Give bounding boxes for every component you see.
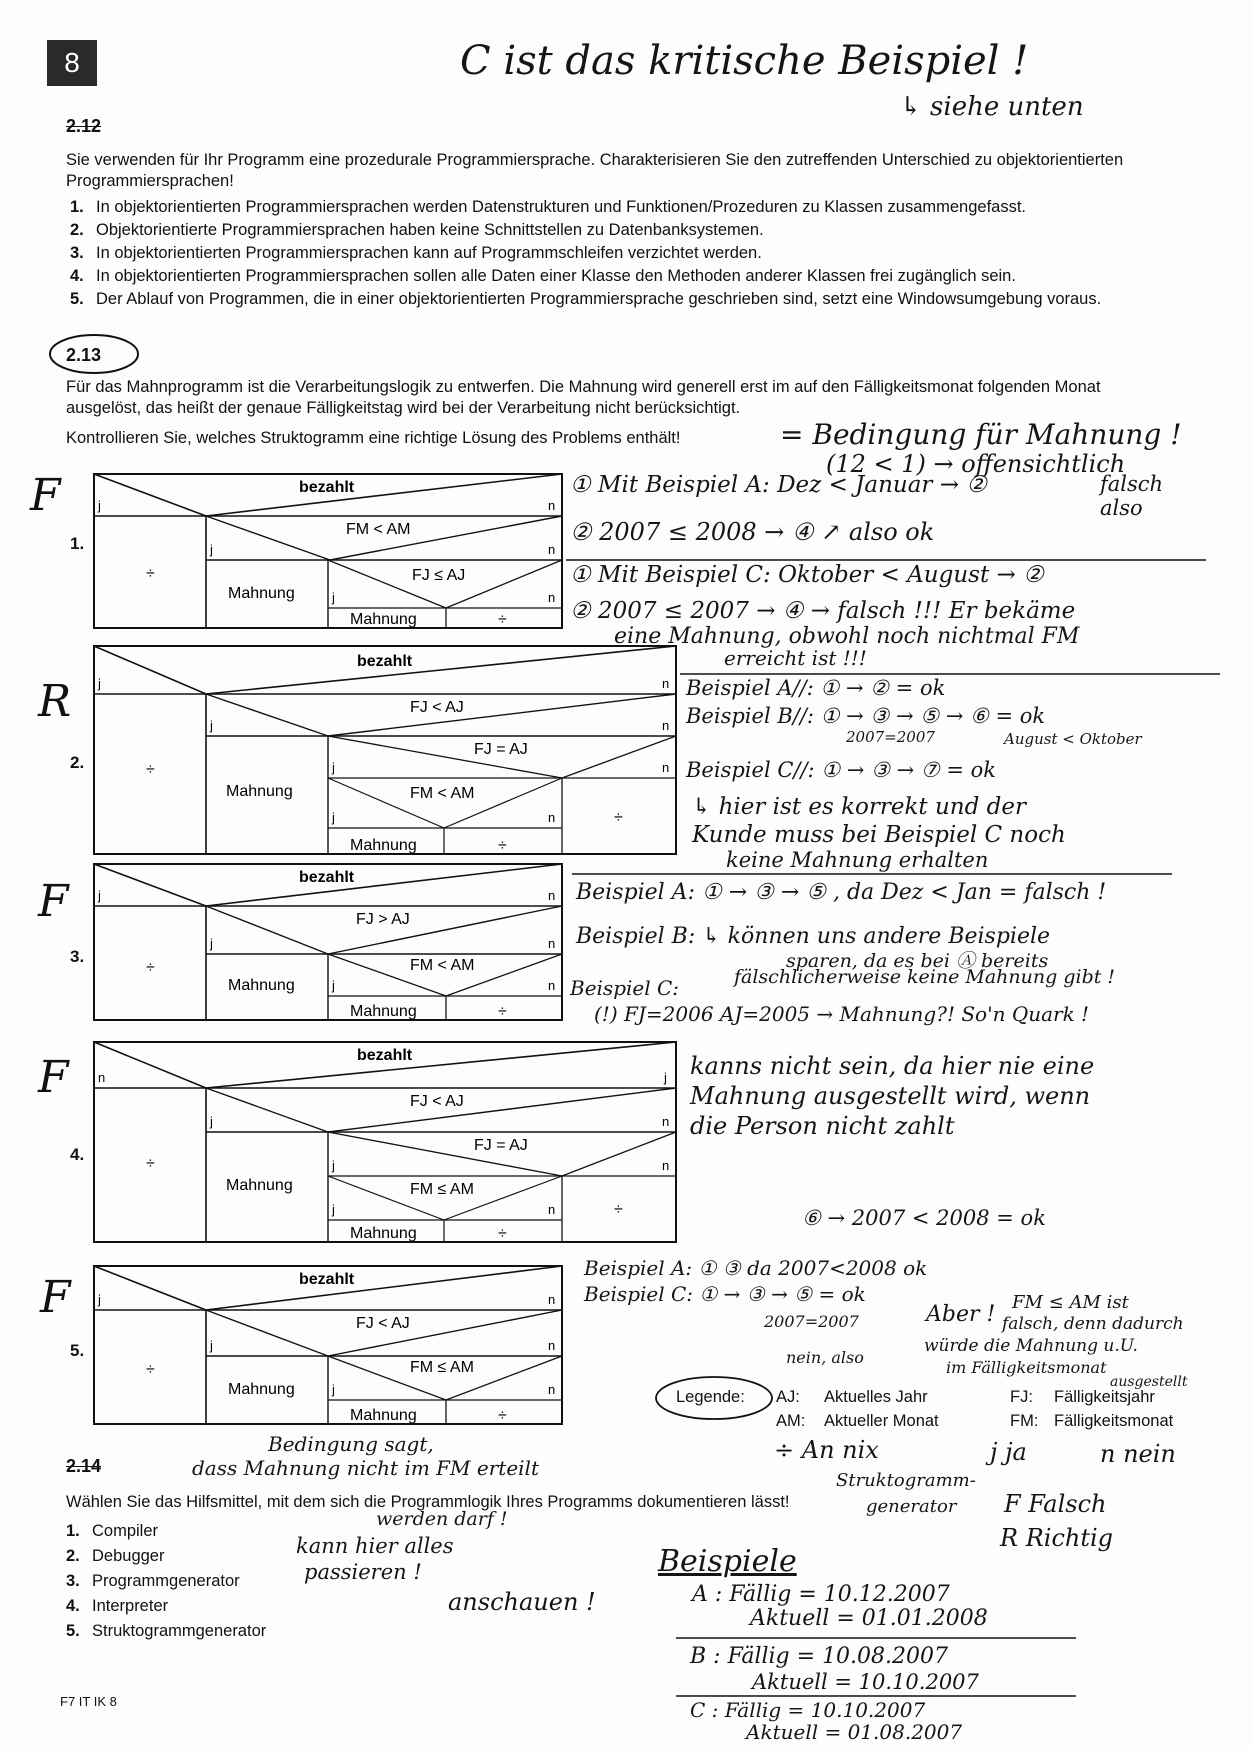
- note-5top: ⑥ → 2007 < 2008 = ok: [802, 1206, 1046, 1230]
- note-struktogramm-2: generator: [866, 1496, 957, 1517]
- cond-fj-gt-aj: FJ > AJ: [356, 911, 410, 928]
- option-item: [70, 221, 764, 240]
- label-j: j: [332, 1382, 335, 1397]
- label-n: n: [662, 1114, 670, 1129]
- note-5g: falsch, denn dadurch: [1002, 1314, 1184, 1334]
- empty-symbol: ÷: [146, 761, 155, 778]
- note-4b: Mahnung ausgestellt wird, wenn: [690, 1082, 1091, 1110]
- action-mahnung: Mahnung: [350, 837, 417, 854]
- note-3f: (!) FJ=2006 AJ=2005 → Mahnung?! So'n Quark !: [594, 1002, 1090, 1026]
- cond-fj-eq-aj: FJ = AJ: [474, 1137, 528, 1154]
- legend-fj-value: Fälligkeitsjahr: [1054, 1388, 1155, 1406]
- note-5i: im Fälligkeitsmonat: [946, 1358, 1107, 1377]
- option-item: [66, 1622, 266, 1641]
- struktogramm-4: [94, 1042, 678, 1249]
- label-j: j: [210, 718, 213, 733]
- note-3c: sparen, da es bei Ⓐ bereits: [786, 950, 1049, 972]
- option-text: Interpreter: [92, 1597, 169, 1615]
- question-2-14-text: Wählen Sie das Hilfsmittel, mit dem sich die Programmlogik Ihres Programms dokumentieren lässt!: [66, 1493, 790, 1511]
- note-5c: 2007=2007: [764, 1312, 859, 1331]
- note-1c: ① Mit Beispiel C: Oktober < August → ②: [570, 562, 1044, 588]
- note-bed-2: dass Mahnung nicht im FM erteilt: [192, 1456, 539, 1480]
- empty-symbol: ÷: [498, 837, 507, 854]
- label-n: n: [548, 936, 556, 951]
- note-2b-sub2: August < Oktober: [1004, 730, 1142, 748]
- note-2c: Beispiel C//: ① → ③ → ⑦ = ok: [686, 758, 996, 782]
- legend-aj-key: AJ:: [776, 1388, 800, 1406]
- cond-fm-am: FM < AM: [346, 521, 411, 538]
- struktogramm-2: [94, 646, 678, 861]
- struktogramm-1: [94, 474, 564, 635]
- option-item: [66, 1597, 168, 1616]
- note-struktogramm-1: Struktogramm-: [836, 1470, 976, 1491]
- footer-code: F7 IT IK 8: [60, 1694, 117, 1709]
- note-1e: eine Mahnung, obwohl noch nichtmal FM: [614, 624, 1080, 649]
- action-mahnung: Mahnung: [350, 611, 417, 628]
- empty-symbol: ÷: [146, 959, 155, 976]
- action-mahnung: Mahnung: [350, 1225, 417, 1242]
- label-n: n: [548, 978, 556, 993]
- note-5b: Beispiel C: ① → ③ → ⑤ = ok: [584, 1282, 866, 1306]
- diagram-number-3: 3.: [70, 947, 85, 966]
- label-n: n: [662, 718, 670, 733]
- option-text: Debugger: [92, 1547, 165, 1565]
- note-legend-ja: j ja: [990, 1438, 1027, 1466]
- note-5j: ausgestellt: [1110, 1374, 1188, 1390]
- option-item: [66, 1522, 158, 1541]
- legend-fm-key: FM:: [1010, 1412, 1039, 1430]
- option-number: 3.: [70, 244, 84, 262]
- note-2a: Beispiel A//: ① → ② = ok: [686, 676, 946, 700]
- note-2b-sub1: 2007=2007: [846, 728, 935, 746]
- note-bed-1: Bedingung sagt,: [268, 1432, 434, 1456]
- question-number-2-14: 2.14: [66, 1456, 102, 1476]
- question-number-2-12: 2.12: [66, 116, 102, 136]
- label-n: n: [662, 760, 670, 775]
- option-item: [66, 1572, 240, 1591]
- cond-fj-lt-aj: FJ < AJ: [410, 699, 464, 716]
- option-item: [70, 198, 1026, 217]
- option-text: Programmgenerator: [92, 1572, 240, 1590]
- empty-symbol: ÷: [498, 1003, 507, 1020]
- empty-symbol: ÷: [498, 611, 507, 628]
- note-5a: Beispiel A: ① ③ da 2007<2008 ok: [584, 1256, 928, 1280]
- cond-fj-eq-aj: FJ = AJ: [474, 741, 528, 758]
- label-n: n: [662, 1158, 670, 1173]
- struktogramm-3: [94, 864, 564, 1027]
- label-n: n: [548, 888, 556, 903]
- note-2d: ↳ hier ist es korrekt und der: [692, 794, 1026, 820]
- cond-fm-le-am: FM ≤ AM: [410, 1359, 474, 1376]
- struktogramm-5: [94, 1266, 564, 1431]
- empty-symbol: ÷: [498, 1225, 507, 1242]
- note-1b: ② 2007 ≤ 2008 → ④ ↗ also ok: [570, 518, 935, 546]
- note-3a: Beispiel A: ① → ③ → ⑤ , da Dez < Jan = falsch !: [576, 880, 1107, 905]
- option-text: Compiler: [92, 1522, 159, 1540]
- note-2b: Beispiel B//: ① → ③ → ⑤ → ⑥ = ok: [686, 704, 1046, 728]
- cond-fj-lt-aj: FJ < AJ: [356, 1315, 410, 1332]
- empty-symbol: ÷: [498, 1407, 507, 1424]
- empty-symbol: ÷: [146, 565, 155, 582]
- cond-bezahlt: bezahlt: [299, 869, 355, 886]
- beispiele-title: Beispiele: [658, 1544, 797, 1579]
- note-kann-2: passieren !: [304, 1560, 422, 1584]
- label-n: n: [662, 676, 670, 691]
- legend-fj-key: FJ:: [1010, 1388, 1033, 1406]
- cond-fm-am: FM < AM: [410, 957, 475, 974]
- label-j: j: [98, 1292, 101, 1307]
- note-3b: Beispiel B: ↳ können uns andere Beispiele: [576, 924, 1051, 949]
- legend-am-value: Aktueller Monat: [824, 1412, 939, 1430]
- grade-mark-3: F: [38, 876, 69, 927]
- action-mahnung: Mahnung: [228, 977, 295, 994]
- option-text: In objektorientierten Programmiersprachen werden Datenstrukturen und Funktionen/Prozeduren zu Klassen zusammengefasst.: [96, 198, 1026, 216]
- grade-mark-5: F: [40, 1272, 71, 1323]
- option-text: Objektorientierte Programmiersprachen haben keine Schnittstellen zu Datenbanksystemen.: [96, 221, 764, 239]
- option-number: 4.: [70, 267, 84, 285]
- note-richtig: R Richtig: [1000, 1524, 1114, 1552]
- note-legend-nein: n nein: [1100, 1440, 1176, 1468]
- cond-fj-lt-aj: FJ < AJ: [410, 1093, 464, 1110]
- note-5h: würde die Mahnung u.U.: [924, 1336, 1138, 1356]
- option-item: [70, 244, 762, 263]
- legend-aj-value: Aktuelles Jahr: [824, 1388, 928, 1406]
- note-bed-3: werden darf !: [376, 1508, 508, 1530]
- note-anschauen: anschauen !: [448, 1588, 596, 1616]
- cond-fm-am: FM < AM: [410, 785, 475, 802]
- separator-line: [572, 872, 1172, 876]
- question-number-2-13: 2.13: [66, 345, 102, 365]
- question-2-13-text-1: Für das Mahnprogramm ist die Verarbeitungslogik zu entwerfen. Die Mahnung wird generell erst im auf den Fälligkeitsmonat folgenden Monat: [66, 378, 1101, 396]
- option-text: In objektorientierten Programmiersprachen sollen alle Daten einer Klasse den Methoden anderer Klassen frei zugänglich sein.: [96, 267, 1016, 285]
- label-n: n: [548, 1382, 556, 1397]
- label-j: j: [210, 936, 213, 951]
- cond-bezahlt: bezahlt: [357, 653, 413, 670]
- label-j: j: [332, 978, 335, 993]
- grade-mark-1: F: [30, 470, 61, 521]
- label-n: n: [548, 810, 556, 825]
- option-item: [70, 267, 1016, 286]
- note-falsch: F Falsch: [1004, 1490, 1107, 1518]
- label-n: n: [548, 1202, 556, 1217]
- note-1a: ① Mit Beispiel A: Dez < Januar → ②: [570, 472, 987, 498]
- note-4c: die Person nicht zahlt: [690, 1112, 955, 1140]
- label-n: n: [548, 1292, 556, 1307]
- cond-fm-le-am: FM ≤ AM: [410, 1181, 474, 1198]
- note-legend-empty: ÷ An nix: [774, 1436, 879, 1464]
- handwritten-header-note: C ist das kritische Beispiel !: [460, 38, 1029, 84]
- beispiel-a-aktuell: Aktuell = 01.01.2008: [750, 1606, 988, 1631]
- diagram-number-2: 2.: [70, 753, 85, 772]
- diagram-number-4: 4.: [70, 1145, 85, 1164]
- cond-fj-aj: FJ ≤ AJ: [412, 567, 466, 584]
- option-number: 5.: [66, 1622, 80, 1640]
- action-mahnung: Mahnung: [350, 1407, 417, 1424]
- label-j: j: [664, 1070, 667, 1085]
- empty-symbol: ÷: [146, 1361, 155, 1378]
- option-number: 4.: [66, 1597, 80, 1615]
- note-1f: erreicht ist !!!: [724, 646, 867, 670]
- label-j: j: [332, 760, 335, 775]
- label-j: j: [210, 1338, 213, 1353]
- separator-line: [676, 1636, 1076, 1640]
- option-number: 2.: [70, 221, 84, 239]
- label-j: j: [98, 888, 101, 903]
- note-5d: nein, also: [786, 1348, 864, 1367]
- empty-symbol: ÷: [146, 1155, 155, 1172]
- label-n: n: [548, 542, 556, 557]
- note-2f: keine Mahnung erhalten: [726, 848, 989, 872]
- note-kann-1: kann hier alles: [296, 1534, 454, 1558]
- action-mahnung: Mahnung: [226, 783, 293, 800]
- option-number: 5.: [70, 290, 84, 308]
- option-text: Der Ablauf von Programmen, die in einer objektorientierten Programmiersprache geschrieben sind, setzt eine Windowsumgebung voraus.: [96, 290, 1102, 308]
- beispiel-c-aktuell: Aktuell = 01.08.2007: [746, 1720, 963, 1744]
- page-number-badge: 8: [47, 40, 97, 86]
- option-item: [66, 1547, 164, 1566]
- cond-bezahlt: bezahlt: [299, 479, 355, 496]
- note-1d: ② 2007 ≤ 2007 → ④ → falsch !!! Er bekäme: [570, 598, 1076, 624]
- label-j: j: [98, 676, 101, 691]
- question-2-13-text-3: Kontrollieren Sie, welches Struktogramm eine richtige Lösung des Problems enthält!: [66, 429, 681, 447]
- label-n: n: [548, 498, 556, 513]
- empty-symbol: ÷: [614, 1201, 623, 1218]
- beispiel-b-faellig: B : Fällig = 10.08.2007: [690, 1644, 949, 1669]
- note-1a-side: falsch also: [1100, 472, 1164, 520]
- option-text: In objektorientierten Programmiersprachen kann auf Programmschleifen verzichtet werden.: [96, 244, 762, 262]
- diagram-number-5: 5.: [70, 1341, 85, 1360]
- diagram-number-1: 1.: [70, 534, 85, 553]
- handwritten-condition: = Bedingung für Mahnung !: [780, 418, 1182, 451]
- grade-mark-2: R: [38, 676, 72, 727]
- beispiel-a-faellig: A : Fällig = 10.12.2007: [692, 1582, 950, 1607]
- option-number: 3.: [66, 1572, 80, 1590]
- note-3d: fälschlicherweise keine Mahnung gibt !: [734, 966, 1116, 988]
- option-number: 1.: [70, 198, 84, 216]
- action-mahnung: Mahnung: [228, 1381, 295, 1398]
- label-n: n: [548, 590, 556, 605]
- action-mahnung: Mahnung: [228, 585, 295, 602]
- empty-symbol: ÷: [614, 809, 623, 826]
- legend-title: Legende:: [676, 1388, 745, 1406]
- label-j: j: [210, 542, 213, 557]
- question-2-13-text-2: ausgelöst, das heißt der genaue Fälligkeitstag wird bei der Verarbeitung nicht berücksichtigt.: [66, 399, 741, 417]
- label-j: j: [332, 590, 335, 605]
- label-n: n: [98, 1070, 106, 1085]
- note-5e: Aber !: [926, 1302, 996, 1327]
- legend-fm-value: Fälligkeitsmonat: [1054, 1412, 1174, 1430]
- label-j: j: [332, 1158, 335, 1173]
- label-n: n: [548, 1338, 556, 1353]
- handwritten-header-sub: ↳ siehe unten: [900, 92, 1084, 122]
- legend-am-key: AM:: [776, 1412, 806, 1430]
- handwritten-condition-2: (12 < 1) → offensichtlich: [826, 450, 1126, 478]
- cond-bezahlt: bezahlt: [357, 1047, 413, 1064]
- label-j: j: [210, 1114, 213, 1129]
- option-text: Struktogrammgenerator: [92, 1622, 267, 1640]
- label-j: j: [98, 498, 101, 513]
- label-j: j: [332, 1202, 335, 1217]
- grade-mark-4: F: [38, 1052, 69, 1103]
- action-mahnung: Mahnung: [226, 1177, 293, 1194]
- option-number: 2.: [66, 1547, 80, 1565]
- beispiel-c-faellig: C : Fällig = 10.10.2007: [690, 1698, 926, 1722]
- cond-bezahlt: bezahlt: [299, 1271, 355, 1288]
- note-4a: kanns nicht sein, da hier nie eine: [690, 1052, 1095, 1080]
- note-5f: FM ≤ AM ist: [1012, 1292, 1129, 1313]
- option-number: 1.: [66, 1522, 80, 1540]
- label-j: j: [332, 810, 335, 825]
- option-item: [70, 290, 1101, 309]
- action-mahnung: Mahnung: [350, 1003, 417, 1020]
- note-3e: Beispiel C:: [570, 976, 680, 1000]
- beispiel-b-aktuell: Aktuell = 10.10.2007: [752, 1670, 979, 1694]
- note-2e: Kunde muss bei Beispiel C noch: [692, 822, 1066, 848]
- question-2-12-text: Sie verwenden für Ihr Programm eine prozedurale Programmiersprache. Charakterisieren Sie den zutreffenden Unterschied zu objektorientierten Programmiersprachen!: [66, 151, 1124, 190]
